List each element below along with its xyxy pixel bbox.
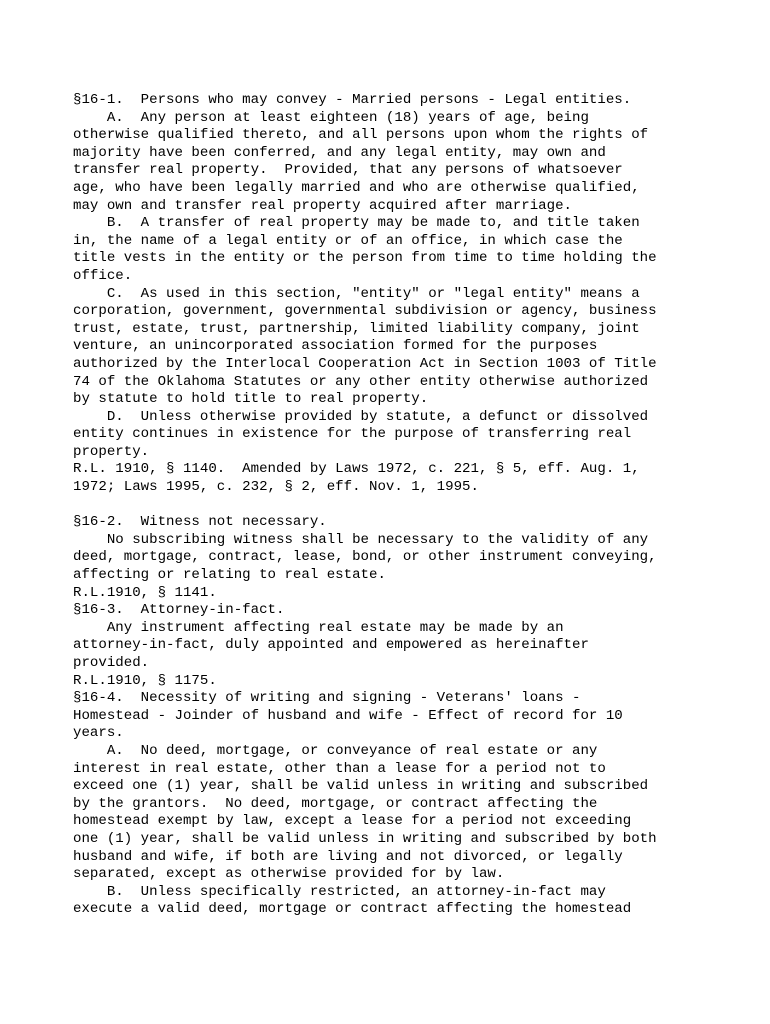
text-line: by the grantors. No deed, mortgage, or contract affecting the xyxy=(73,795,598,812)
text-line: B. A transfer of real property may be made to, and title taken xyxy=(73,215,640,232)
text-line: §16-1. Persons who may convey - Married persons - Legal entities. xyxy=(73,92,632,108)
text-line: transfer real property. Provided, that any persons of whatsoever xyxy=(73,162,623,179)
text-line: provided. xyxy=(73,655,150,671)
text-line: R.L.1910, § 1141. xyxy=(73,584,217,601)
text-line: corporation, government, governmental subdivision or agency, business xyxy=(73,303,657,320)
text-line: trust, estate, trust, partnership, limited liability company, joint xyxy=(73,320,640,337)
document-page xyxy=(73,92,753,919)
text-line: affecting or relating to real estate. xyxy=(73,567,386,584)
text-line: D. Unless otherwise provided by statute, a defunct or dissolved xyxy=(73,408,649,425)
text-line: title vests in the entity or the person from time to time holding the xyxy=(73,250,657,267)
text-line: Any instrument affecting real estate may be made by an xyxy=(73,619,564,636)
text-line: deed, mortgage, contract, lease, bond, or other instrument conveying, xyxy=(73,549,657,566)
text-line: §16-4. Necessity of writing and signing - Veterans' loans - xyxy=(73,690,581,707)
text-line: Homestead - Joinder of husband and wife - Effect of record for 10 xyxy=(73,707,623,724)
text-line: B. Unless specifically restricted, an attorney-in-fact may xyxy=(73,883,606,900)
text-line: majority have been conferred, and any legal entity, may own and xyxy=(73,144,606,161)
text-line: husband and wife, if both are living and not divorced, or legally xyxy=(73,848,623,865)
text-line: separated, except as otherwise provided for by law. xyxy=(73,866,505,883)
text-line: execute a valid deed, mortgage or contract affecting the homestead xyxy=(73,901,632,918)
text-line: by statute to hold title to real property. xyxy=(73,391,429,408)
text-line: §16-2. Witness not necessary. xyxy=(73,514,327,531)
text-line: C. As used in this section, "entity" or "legal entity" means a xyxy=(73,285,640,302)
blank-line xyxy=(73,497,753,515)
text-line: attorney-in-fact, duly appointed and empowered as hereinafter xyxy=(73,637,589,654)
text-line: one (1) year, shall be valid unless in writing and subscribed by both xyxy=(73,830,657,847)
text-line: interest in real estate, other than a lease for a period not to xyxy=(73,760,606,777)
text-line: entity continues in existence for the purpose of transferring real xyxy=(73,426,632,443)
text-line: exceed one (1) year, shall be valid unless in writing and subscribed xyxy=(73,778,649,795)
text-line: authorized by the Interlocal Cooperation Act in Section 1003 of Title xyxy=(73,355,657,372)
text-line: R.L. 1910, § 1140. Amended by Laws 1972, c. 221, § 5, eff. Aug. 1, xyxy=(73,461,640,478)
text-line: A. Any person at least eighteen (18) years of age, being xyxy=(73,109,589,126)
text-line: homestead exempt by law, except a lease for a period not exceeding xyxy=(73,813,632,830)
text-line: venture, an unincorporated association formed for the purposes xyxy=(73,338,598,355)
text-line: office. xyxy=(73,267,133,284)
text-line: No subscribing witness shall be necessary to the validity of any xyxy=(73,531,649,548)
text-line: 1972; Laws 1995, c. 232, § 2, eff. Nov. 1, 1995. xyxy=(73,479,479,496)
text-line: §16-3. Attorney-in-fact. xyxy=(73,602,285,619)
text-line: age, who have been legally married and who are otherwise qualified, xyxy=(73,179,640,196)
text-line: property. xyxy=(73,443,150,460)
text-line: 74 of the Oklahoma Statutes or any other entity otherwise authorized xyxy=(73,373,649,390)
text-line: A. No deed, mortgage, or conveyance of real estate or any xyxy=(73,742,598,759)
text-line: otherwise qualified thereto, and all persons upon whom the rights of xyxy=(73,127,649,144)
text-line: years. xyxy=(73,725,124,742)
text-line: may own and transfer real property acquired after marriage. xyxy=(73,197,572,214)
text-line: in, the name of a legal entity or of an office, in which case the xyxy=(73,232,623,249)
text-line: R.L.1910, § 1175. xyxy=(73,672,217,689)
